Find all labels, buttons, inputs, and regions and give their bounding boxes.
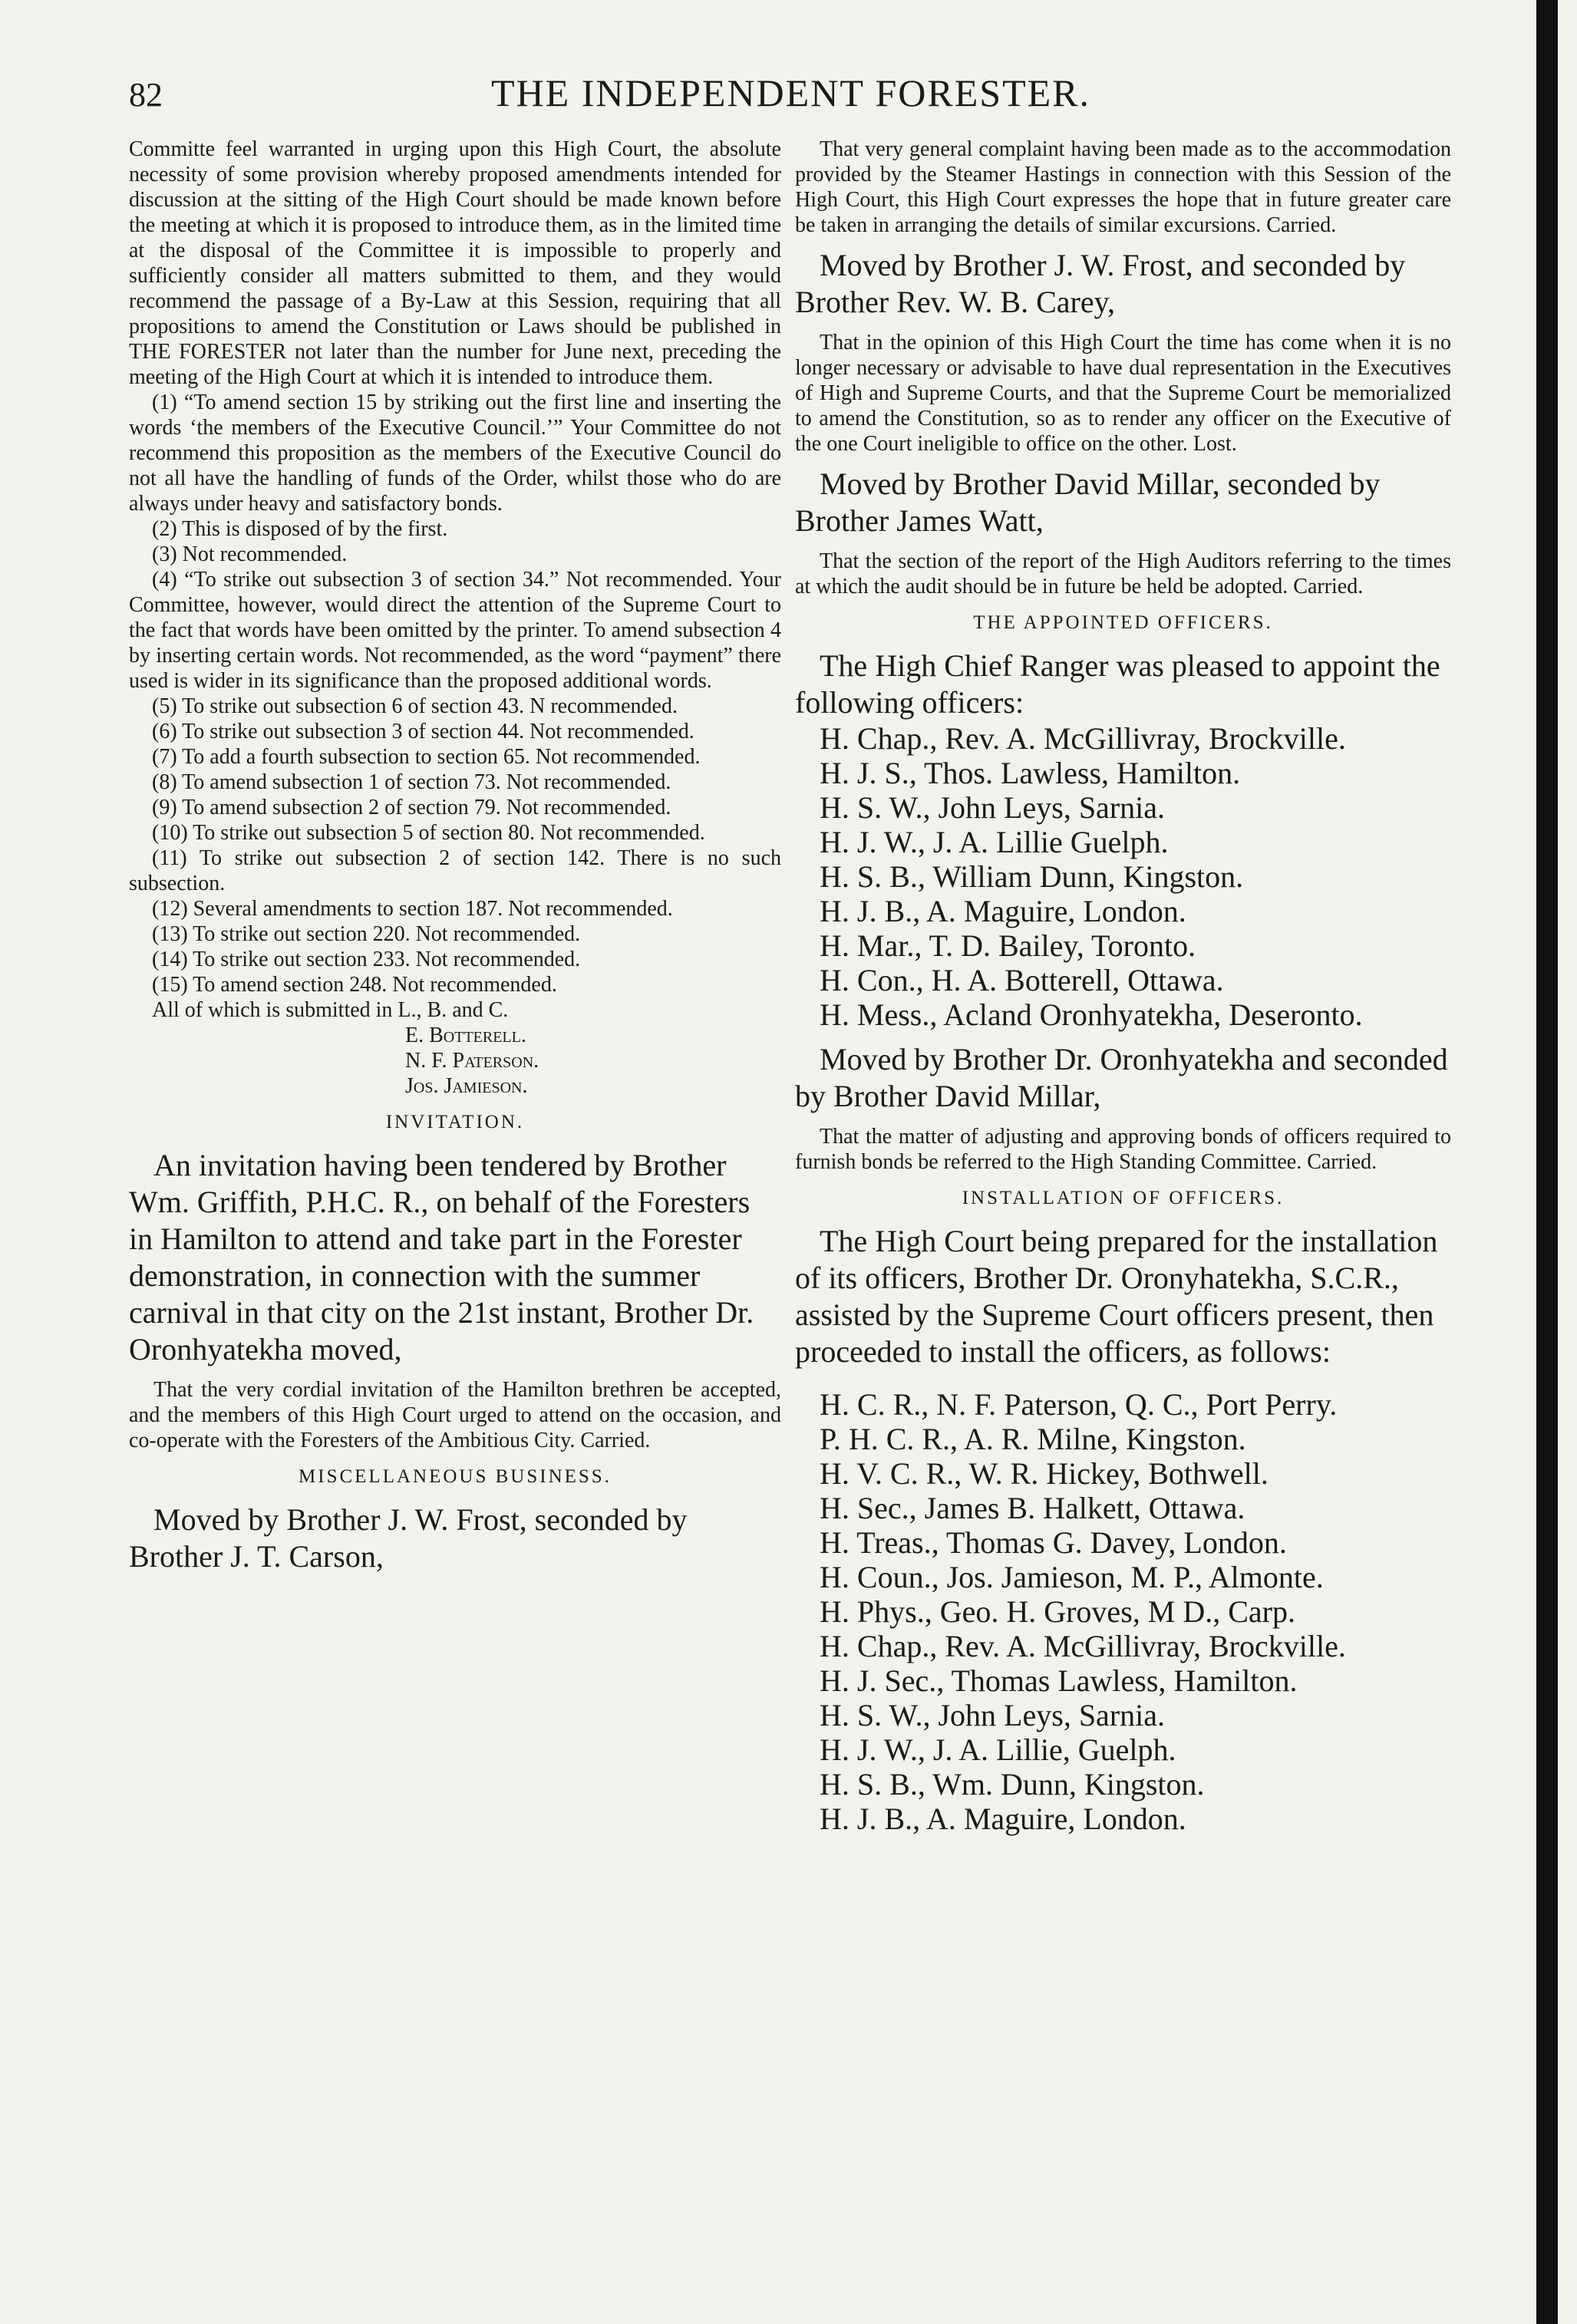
signature: E. Botterell.	[405, 1024, 526, 1047]
installed-officer: H. Chap., Rev. A. McGillivray, Brockville.	[820, 1629, 1346, 1663]
invitation-heading: INVITATION.	[385, 1112, 525, 1132]
page-binding-edge	[1536, 0, 1558, 2324]
appointed-officer: H. S. W., John Leys, Sarnia.	[820, 790, 1165, 825]
installed-officer: H. Treas., Thomas G. Davey, London.	[820, 1525, 1287, 1560]
installed-officer: H. J. B., A. Maguire, London.	[820, 1802, 1186, 1836]
installed-officer: H. J. Sec., Thomas Lawless, Hamilton.	[820, 1663, 1298, 1698]
appointed-officer: H. S. B., William Dunn, Kingston.	[820, 859, 1244, 894]
misc-motion: Moved by Brother J. W. Frost, seconded by Brother J. T. Carson,	[129, 1502, 688, 1574]
appointed-intro: The High Chief Ranger was pleased to appoint the following officers:	[795, 648, 1440, 720]
appointed-officer: H. Chap., Rev. A. McGillivray, Brockville.	[820, 721, 1346, 756]
amendment-item: (10) To strike out subsection 5 of section 80. Not recommended.	[152, 821, 705, 845]
committee-paragraph: Committe feel warranted in urging upon this High Court, the absolute necessity of some provision whereby proposed amendments intended for discussion at the sitting of the High Court should be made known before the meeting at which it is proposed to introduce them, as in the limited time at the disposal of the Committee it is impossible to properly and sufficiently consider all matters submitted to them, and they would recommend the passage of a By-Law at this Session, requiring that all propositions to amend the Constitution or Laws should be published in THE FORESTER not later than the number for June next, preceding the meeting of the High Court at which it is intended to introduce them.	[129, 137, 781, 389]
closing-line: All of which is submitted in L., B. and C.	[152, 998, 509, 1022]
amendment-item: (12) Several amendments to section 187. Not recommended.	[152, 897, 673, 921]
invitation-resolution: That the very cordial invitation of the Hamilton brethren be accepted, and the members of this High Court urged to attend on the occasion, and co-operate with the Foresters of the Ambitious City. Carried.	[129, 1378, 781, 1452]
motion-frost-carey: Moved by Brother J. W. Frost, and seconded by Brother Rev. W. B. Carey,	[795, 248, 1406, 319]
amendment-item: (9) To amend subsection 2 of section 79. Not recommended.	[152, 796, 671, 819]
appointed-officer: H. J. W., J. A. Lillie Guelph.	[820, 825, 1169, 859]
installed-officer: H. V. C. R., W. R. Hickey, Bothwell.	[820, 1456, 1269, 1491]
motion-millar-watt: Moved by Brother David Millar, seconded by Brother James Watt,	[795, 466, 1381, 538]
installed-officer: H. Phys., Geo. H. Groves, M D., Carp.	[820, 1594, 1295, 1629]
installed-officer: H. Sec., James B. Halkett, Ottawa.	[820, 1491, 1245, 1525]
amendment-item: (3) Not recommended.	[152, 542, 348, 566]
amendment-item: (14) To strike out section 233. Not recommended.	[152, 948, 581, 971]
installed-officer: H. S. B., Wm. Dunn, Kingston.	[820, 1767, 1205, 1802]
signature: Jos. Jamieson.	[405, 1074, 528, 1098]
amendment-item: (2) This is disposed of by the first.	[152, 517, 448, 541]
invitation-text: An invitation having been tendered by Brother Wm. Griffith, P.H.C. R., on behalf of the Foresters in Hamilton to attend and take part in the Forester demonstration, in connection with the summer carnival in that city on the 21st instant, Brother Dr. Oronhyatekha moved,	[129, 1148, 754, 1366]
steamer-resolution: That very general complaint having been made as to the accommodation provided by the Steamer Hastings in connection with this Session of the High Court, this High Court expresses the hope that in future greater care be taken in arranging the details of similar excursions. Carried.	[795, 137, 1451, 237]
installed-officer: H. Coun., Jos. Jamieson, M. P., Almonte.	[820, 1560, 1324, 1594]
amendment-item: (7) To add a fourth subsection to section 65. Not recommended.	[152, 745, 701, 769]
installation-intro: The High Court being prepared for the installation of its officers, Brother Dr. Oronyhatekha, S.C.R., assisted by the Supreme Court officers present, then proceeded to install the officers, as follows:	[795, 1224, 1438, 1369]
bonds-resolution: That the matter of adjusting and approving bonds of officers required to furnish bonds be referred to the High Standing Committee. Carried.	[795, 1125, 1451, 1174]
misc-heading: MISCELLANEOUS BUSINESS.	[299, 1466, 612, 1487]
installed-officer: H. J. W., J. A. Lillie, Guelph.	[820, 1732, 1176, 1767]
amendment-item: (15) To amend section 248. Not recommended.	[152, 973, 557, 997]
amendment-item: (11) To strike out subsection 2 of section 142. There is no such subsection.	[129, 846, 781, 895]
appointed-officer: H. Mar., T. D. Bailey, Toronto.	[820, 928, 1196, 963]
right-column	[795, 137, 1451, 1836]
auditors-resolution: That the section of the report of the High Auditors referring to the times at which the audit should be in future be held be adopted. Carried.	[795, 549, 1451, 598]
installed-officer: H. C. R., N. F. Paterson, Q. C., Port Perry.	[820, 1387, 1338, 1422]
installation-heading: INSTALLATION OF OFFICERS.	[962, 1188, 1285, 1208]
amendment-item: (4) “To strike out subsection 3 of section 34.” Not recommended. Your Committee, however, would direct the attention of the Supreme Court to the fact that words have been omitted by the printer. To amend subsection 4 by inserting certain words. Not recommended, as the word “payment” there used is wider in its significance than the proposed additional words.	[129, 568, 781, 693]
appointed-officer: H. J. B., A. Maguire, London.	[820, 894, 1186, 928]
appointed-officer: H. Mess., Acland Oronhyatekha, Deseronto.	[820, 997, 1363, 1032]
motion-oronhyatekha-millar: Moved by Brother Dr. Oronhyatekha and seconded by Brother David Millar,	[795, 1042, 1448, 1113]
installed-officer: H. S. W., John Leys, Sarnia.	[820, 1698, 1165, 1732]
signature: N. F. Paterson.	[405, 1049, 539, 1073]
amendment-item: (8) To amend subsection 1 of section 73. Not recommended.	[152, 770, 671, 794]
appointed-officers-heading: THE APPOINTED OFFICERS.	[973, 612, 1273, 633]
amendment-item: (6) To strike out subsection 3 of section 44. Not recommended.	[152, 720, 694, 743]
installed-officer: P. H. C. R., A. R. Milne, Kingston.	[820, 1422, 1246, 1456]
dual-representation-resolution: That in the opinion of this High Court the time has come when it is no longer necessary or advisable to have dual representation in the Executives of High and Supreme Courts, and that the Supreme Court be memorialized to amend the Constitution, so as to render any officer on the Executive of the one Court ineligible to office on the other. Lost.	[795, 331, 1451, 456]
appointed-officer: H. J. S., Thos. Lawless, Hamilton.	[820, 756, 1241, 790]
amendment-item: (1) “To amend section 15 by striking out the first line and inserting the words ‘the members of the Executive Council.’” Your Committee do not recommend this proposition as the members of the Executive Council do not all have the handling of funds of the Order, whilst those who do are always under heavy and satisfactory bonds.	[129, 391, 781, 516]
amendment-item: (13) To strike out section 220. Not recommended.	[152, 922, 581, 946]
page-number: 82	[129, 76, 163, 114]
running-title: THE INDEPENDENT FORESTER.	[491, 71, 1091, 114]
amendment-item: (5) To strike out subsection 6 of section 43. N recommended.	[152, 694, 678, 718]
appointed-officer: H. Con., H. A. Botterell, Ottawa.	[820, 963, 1224, 997]
left-column	[129, 137, 781, 1575]
